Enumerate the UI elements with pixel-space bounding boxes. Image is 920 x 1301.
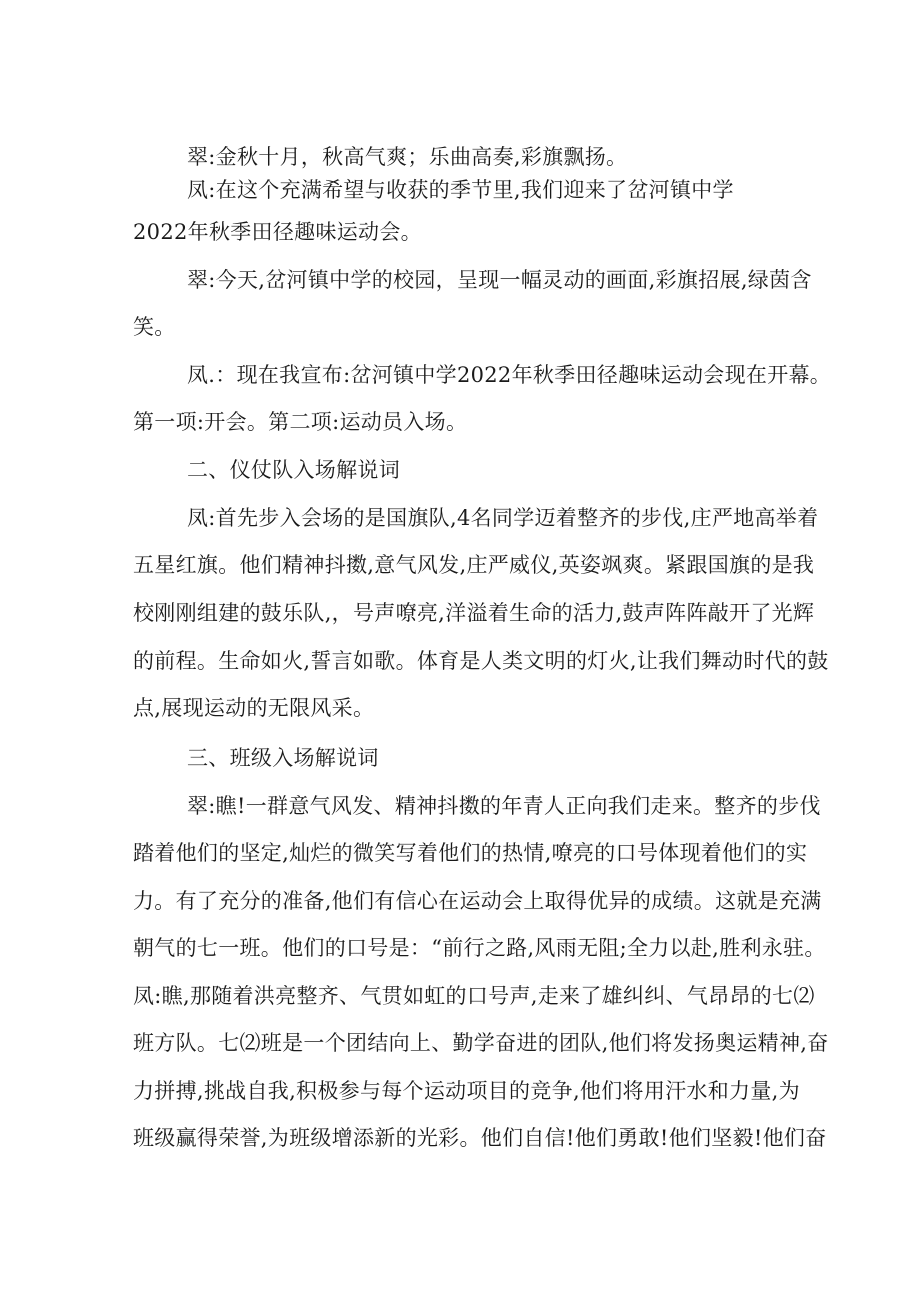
text-line: 点,展现运动的无限风采。 [133, 696, 375, 720]
text-line: 力拼搏,挑战自我,积极参与每个运动项目的竞争,他们将用汗水和力量,为 [133, 1079, 800, 1103]
text-line: 班方队。七⑵班是一个团结向上、勤学奋进的团队,他们将发扬奥运精神,奋 [133, 1031, 829, 1055]
text-line: 班级赢得荣誉,为班级增添新的光彩。他们自信!他们勇敢!他们坚毅!他们奋 [133, 1126, 827, 1150]
text-line: 五星红旗。他们精神抖擞,意气风发,庄严威仪,英姿飒爽。紧跟国旗的是我 [133, 553, 815, 577]
text-line: 笑。 [133, 315, 176, 339]
text-line: 凤:在这个充满希望与收获的季节里,我们迎来了岔河镇中学 [187, 178, 734, 202]
text-line: 朝气的七一班。他们的口号是：“前行之路,风雨无阻;全力以赴,胜利永驻。 [133, 936, 826, 960]
text-line: 凤:首先步入会场的是国旗队,4名同学迈着整齐的步伐,庄严地高举着 [187, 506, 819, 530]
text-line: 翠:今天,岔河镇中学的校园，呈现一幅灵动的画面,彩旗招展,绿茵含 [187, 268, 812, 292]
section-heading: 二、仪仗队入场解说词 [187, 458, 400, 482]
text-line: 踏着他们的坚定,灿烂的微笑写着他们的热情,嘹亮的口号体现着他们的实 [133, 841, 808, 865]
text-line: 翠:瞧!一群意气风发、精神抖擞的年青人正向我们走来。整齐的步伐 [187, 794, 821, 818]
text-line: 校刚刚组建的鼓乐队,，号声嘹亮,洋溢着生命的活力,鼓声阵阵敲开了光辉 [133, 601, 815, 625]
section-heading: 三、班级入场解说词 [187, 746, 379, 770]
text-line: 的前程。生命如火,誓言如歌。体育是人类文明的灯火,让我们舞动时代的鼓 [133, 649, 829, 673]
text-line: 凤:瞧,那随着洪亮整齐、气贯如虹的口号声,走来了雄纠纠、气昂昂的七⑵ [133, 984, 815, 1008]
text-line: 翠:金秋十月，秋高气爽；乐曲高奏,彩旗飘扬。 [187, 145, 628, 169]
text-line: 第一项:开会。第二项:运动员入场。 [133, 410, 468, 434]
text-line: 2022年秋季田径趣味运动会。 [133, 220, 422, 244]
text-line: 凤.：现在我宣布:岔河镇中学2022年秋季田径趣味运动会现在开幕。 [187, 363, 832, 387]
text-line: 力。有了充分的准备,他们有信心在运动会上取得优异的成绩。这就是充满 [133, 889, 822, 913]
